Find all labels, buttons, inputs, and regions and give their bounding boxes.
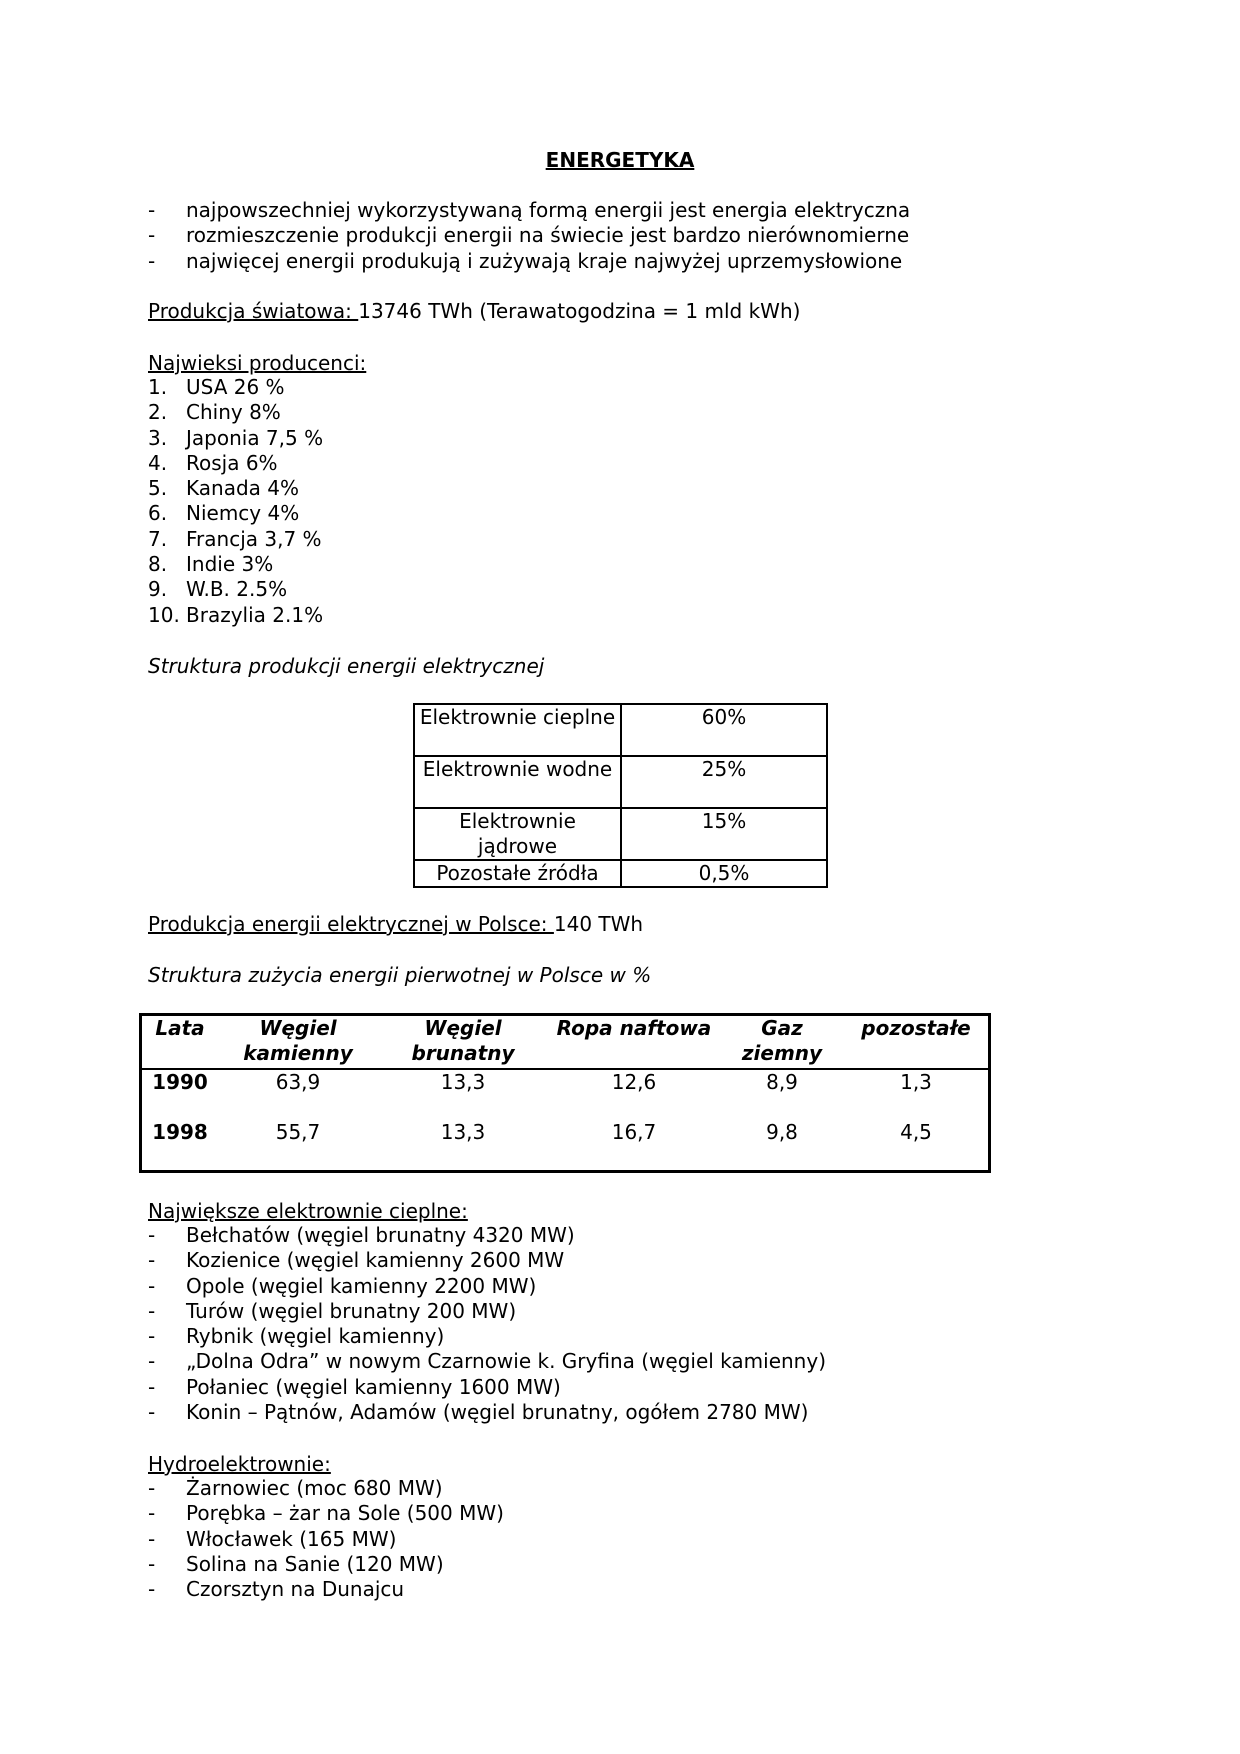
table-cell: Elektrownie jądrowe	[414, 808, 621, 860]
intro-list	[148, 198, 910, 274]
table-cell: 4,5	[900, 1120, 932, 1144]
list-item: - „Dolna Odra” w nowym Czarnowie k. Gryfina (węgiel kamienny)	[148, 1349, 826, 1374]
consumption-heading: Struktura zużycia energii pierwotnej w Polsce w %	[148, 963, 652, 987]
table-row	[141, 1120, 990, 1172]
table-cell: 13,3	[440, 1070, 486, 1094]
list-item: - Turów (węgiel brunatny 200 MW)	[148, 1298, 517, 1323]
table-cell: 15%	[621, 808, 827, 860]
list-item: - Połaniec (węgiel kamienny 1600 MW)	[148, 1374, 561, 1399]
list-item: 6. Niemcy 4%	[148, 501, 300, 526]
list-item: 2. Chiny 8%	[148, 400, 281, 425]
table-header-row	[141, 1015, 990, 1070]
table-row	[414, 704, 827, 756]
hydro-plants-heading: Hydroelektrownie:	[148, 1452, 331, 1476]
list-item: - Włocławek (165 MW)	[148, 1526, 397, 1551]
column-header: pozostałe	[844, 1015, 990, 1070]
table-cell: 0,5%	[621, 860, 827, 887]
list-item: 3. Japonia 7,5 %	[148, 425, 324, 450]
table-cell: 25%	[621, 756, 827, 808]
list-item: - Bełchatów (węgiel brunatny 4320 MW)	[148, 1223, 575, 1247]
table-row	[414, 756, 827, 808]
world-production-value: 13746 TWh (Terawatogodzina = 1 mld kWh)	[358, 299, 801, 323]
production-structure-table	[413, 703, 828, 888]
table-cell: 12,6	[611, 1070, 657, 1094]
table-cell: Elektrownie wodne	[414, 756, 621, 808]
table-cell: 16,7	[611, 1120, 657, 1144]
poland-production-value: 140 TWh	[553, 912, 644, 936]
consumption-table	[139, 1013, 991, 1173]
list-item: 9. W.B. 2.5%	[148, 577, 288, 602]
table-row	[414, 808, 827, 860]
table-row	[141, 1069, 990, 1120]
column-header: Węgiel brunatny	[378, 1015, 548, 1070]
poland-production	[148, 912, 643, 937]
column-header: Lata	[141, 1015, 219, 1070]
list-item: 1. USA 26 %	[148, 375, 285, 399]
list-item: - Żarnowiec (moc 680 MW)	[148, 1476, 443, 1500]
list-item: 4. Rosja 6%	[148, 450, 278, 475]
list-item: - Konin – Pątnów, Adamów (węgiel brunatny, ogółem 2780 MW)	[148, 1400, 809, 1425]
table-cell: Pozostałe źródła	[414, 860, 621, 887]
column-header: Gaz ziemny	[720, 1015, 844, 1070]
list-item: - Porębka – żar na Sole (500 MW)	[148, 1501, 504, 1526]
table-cell: 55,7	[275, 1120, 321, 1144]
world-production-label: Produkcja światowa:	[148, 299, 359, 323]
list-item: - najwięcej energii produkują i zużywają kraje najwyżej uprzemysłowione	[148, 248, 903, 273]
table-cell: 1998	[152, 1120, 208, 1144]
table-cell: 9,8	[766, 1120, 798, 1144]
structure-heading: Struktura produkcji energii elektrycznej	[148, 654, 545, 678]
column-header: Ropa naftowa	[548, 1015, 720, 1070]
hydro-plants-list	[148, 1476, 504, 1602]
list-item: 5. Kanada 4%	[148, 476, 299, 501]
table-cell: 1990	[152, 1070, 208, 1094]
thermal-plants-list	[148, 1223, 826, 1425]
producers-list	[148, 375, 323, 628]
table-cell: Elektrownie cieplne	[414, 704, 621, 756]
list-item: - Solina na Sanie (120 MW)	[148, 1551, 444, 1576]
list-item: - najpowszechniej wykorzystywaną formą energii jest energia elektryczna	[148, 198, 911, 222]
list-item: - Opole (węgiel kamienny 2200 MW)	[148, 1273, 537, 1298]
list-item: - Czorsztyn na Dunajcu	[148, 1577, 405, 1602]
table-cell: 1,3	[900, 1070, 932, 1094]
list-item: - Rybnik (węgiel kamienny)	[148, 1324, 445, 1349]
world-production	[148, 299, 800, 324]
list-item: 8. Indie 3%	[148, 552, 274, 577]
table-row	[414, 860, 827, 887]
list-item: - Kozienice (węgiel kamienny 2600 MW	[148, 1248, 565, 1273]
table-cell: 60%	[621, 704, 827, 756]
table-cell: 63,9	[275, 1070, 321, 1094]
list-item: - rozmieszczenie produkcji energii na świecie jest bardzo nierównomierne	[148, 223, 910, 248]
table-cell: 8,9	[766, 1070, 798, 1094]
poland-production-label: Produkcja energii elektrycznej w Polsce:	[148, 912, 554, 936]
page-title: ENERGETYKA	[545, 148, 695, 172]
column-header: Węgiel kamienny	[218, 1015, 378, 1070]
table-cell: 13,3	[440, 1120, 486, 1144]
list-item: 10. Brazylia 2.1%	[148, 602, 324, 627]
producers-heading: Najwieksi producenci:	[148, 351, 367, 375]
thermal-plants-heading: Największe elektrownie cieplne:	[148, 1199, 468, 1223]
list-item: 7. Francja 3,7 %	[148, 526, 322, 551]
